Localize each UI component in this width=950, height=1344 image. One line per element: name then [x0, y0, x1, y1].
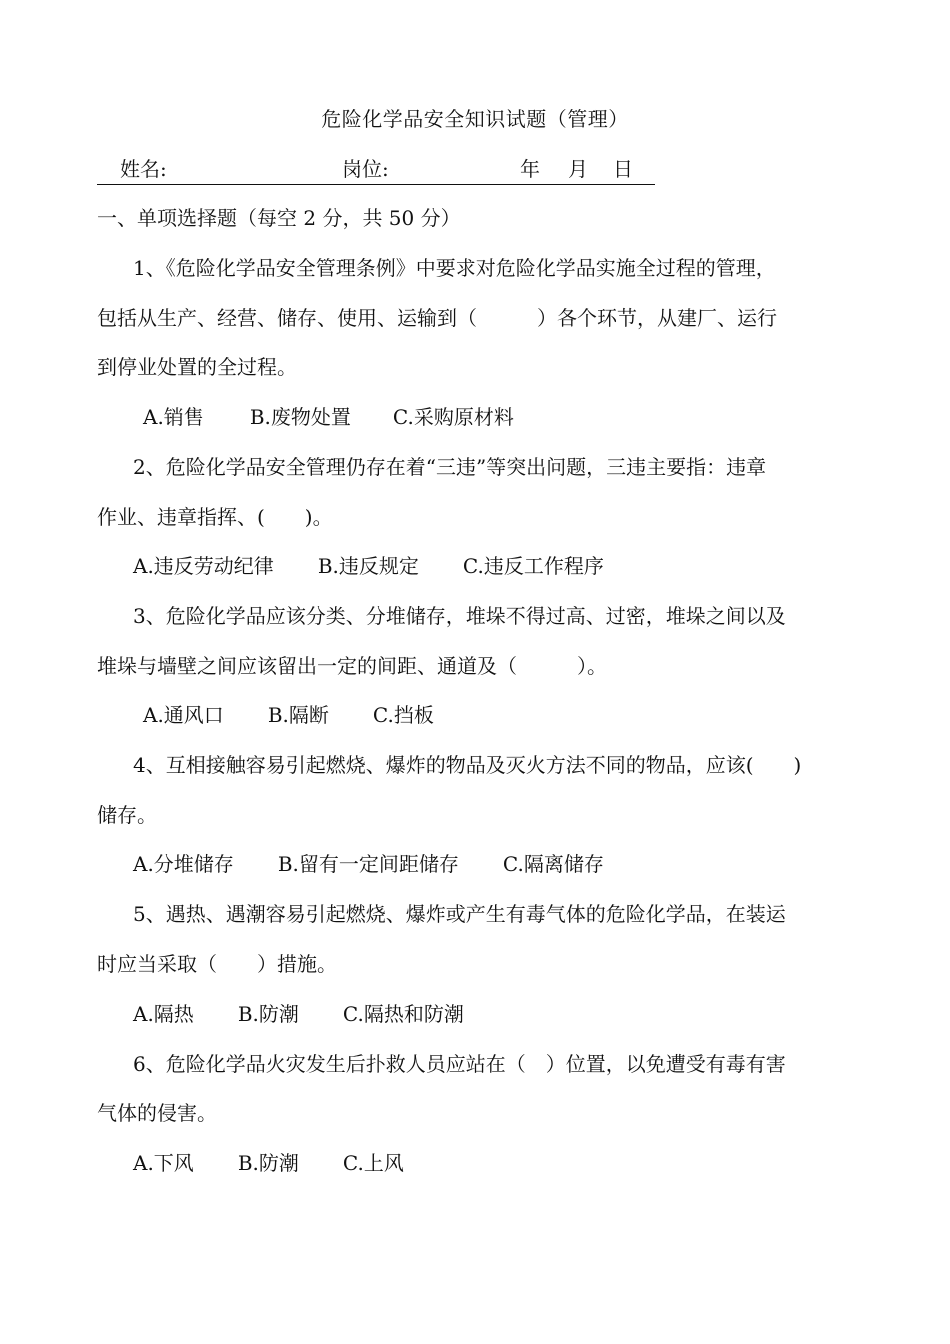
question-6-options — [133, 1150, 404, 1176]
question-1-line-2: 包括从生产、经营、储存、使用、运输到（ ）各个环节，从建厂、运行 — [97, 306, 777, 330]
question-3-option-a: A.通风口 — [143, 703, 224, 727]
question-2-option-a: A.违反劳动纪律 — [133, 554, 274, 578]
question-4-option-b: B.留有一定间距储存 — [277, 852, 459, 876]
question-4-option-a: A.分堆储存 — [133, 852, 234, 876]
question-5-line-2: 时应当采取（ ）措施。 — [97, 952, 337, 976]
question-6-option-b: B.防潮 — [237, 1151, 299, 1175]
question-2-options — [133, 553, 604, 579]
question-6-option-c: C.上风 — [342, 1151, 404, 1175]
question-1-line-3: 到停业处置的全过程。 — [97, 355, 297, 379]
month-label: 月 — [568, 157, 588, 181]
question-3-line-1: 3、危险化学品应该分类、分堆储存，堆垛不得过高、过密，堆垛之间以及 — [133, 604, 786, 628]
day-label: 日 — [613, 157, 633, 181]
question-1-option-a: A.销售 — [143, 405, 204, 429]
question-4-line-2: 储存。 — [97, 803, 157, 827]
question-2-option-b: B.违反规定 — [317, 554, 419, 578]
question-3-options — [143, 702, 434, 728]
question-5-option-b: B.防潮 — [237, 1002, 299, 1026]
year-label: 年 — [520, 157, 540, 181]
question-5-options — [133, 1001, 464, 1027]
question-4-option-c: C.隔离储存 — [502, 852, 604, 876]
question-5-line-1: 5、遇热、遇潮容易引起燃烧、爆炸或产生有毒气体的危险化学品，在装运 — [133, 902, 786, 926]
position-label: 岗位: — [342, 157, 389, 181]
question-6-line-2: 气体的侵害。 — [97, 1101, 217, 1125]
name-label: 姓名: — [120, 157, 167, 181]
candidate-info-row — [97, 150, 655, 185]
page-title: 危险化学品安全知识试题（管理） — [321, 107, 629, 131]
question-2-line-1: 2、危险化学品安全管理仍存在着“三违”等突出问题，三违主要指：违章 — [133, 455, 767, 479]
question-6-option-a: A.下风 — [133, 1151, 194, 1175]
question-3-option-b: B.隔断 — [267, 703, 329, 727]
question-1-option-b: B.废物处置 — [249, 405, 351, 429]
question-1-options — [143, 404, 514, 430]
question-4-line-1: 4、互相接触容易引起燃烧、爆炸的物品及灭火方法不同的物品，应该( ) — [133, 753, 802, 777]
question-2-option-c: C.违反工作程序 — [462, 554, 604, 578]
question-2-line-2: 作业、违章指挥、( )。 — [97, 505, 333, 529]
question-3-line-2: 堆垛与墙壁之间应该留出一定的间距、通道及（ ）。 — [97, 654, 607, 678]
question-3-option-c: C.挡板 — [372, 703, 434, 727]
question-6-line-1: 6、危险化学品火灾发生后扑救人员应站在（ ）位置，以免遭受有毒有害 — [133, 1052, 786, 1076]
question-4-options — [133, 851, 604, 877]
question-5-option-c: C.隔热和防潮 — [342, 1002, 464, 1026]
question-1-option-c: C.采购原材料 — [392, 405, 514, 429]
section-title: 一、单项选择题（每空 2 分，共 50 分） — [97, 206, 461, 230]
question-1-line-1: 1、《危险化学品安全管理条例》中要求对危险化学品实施全过程的管理， — [133, 256, 776, 280]
question-5-option-a: A.隔热 — [133, 1002, 194, 1026]
